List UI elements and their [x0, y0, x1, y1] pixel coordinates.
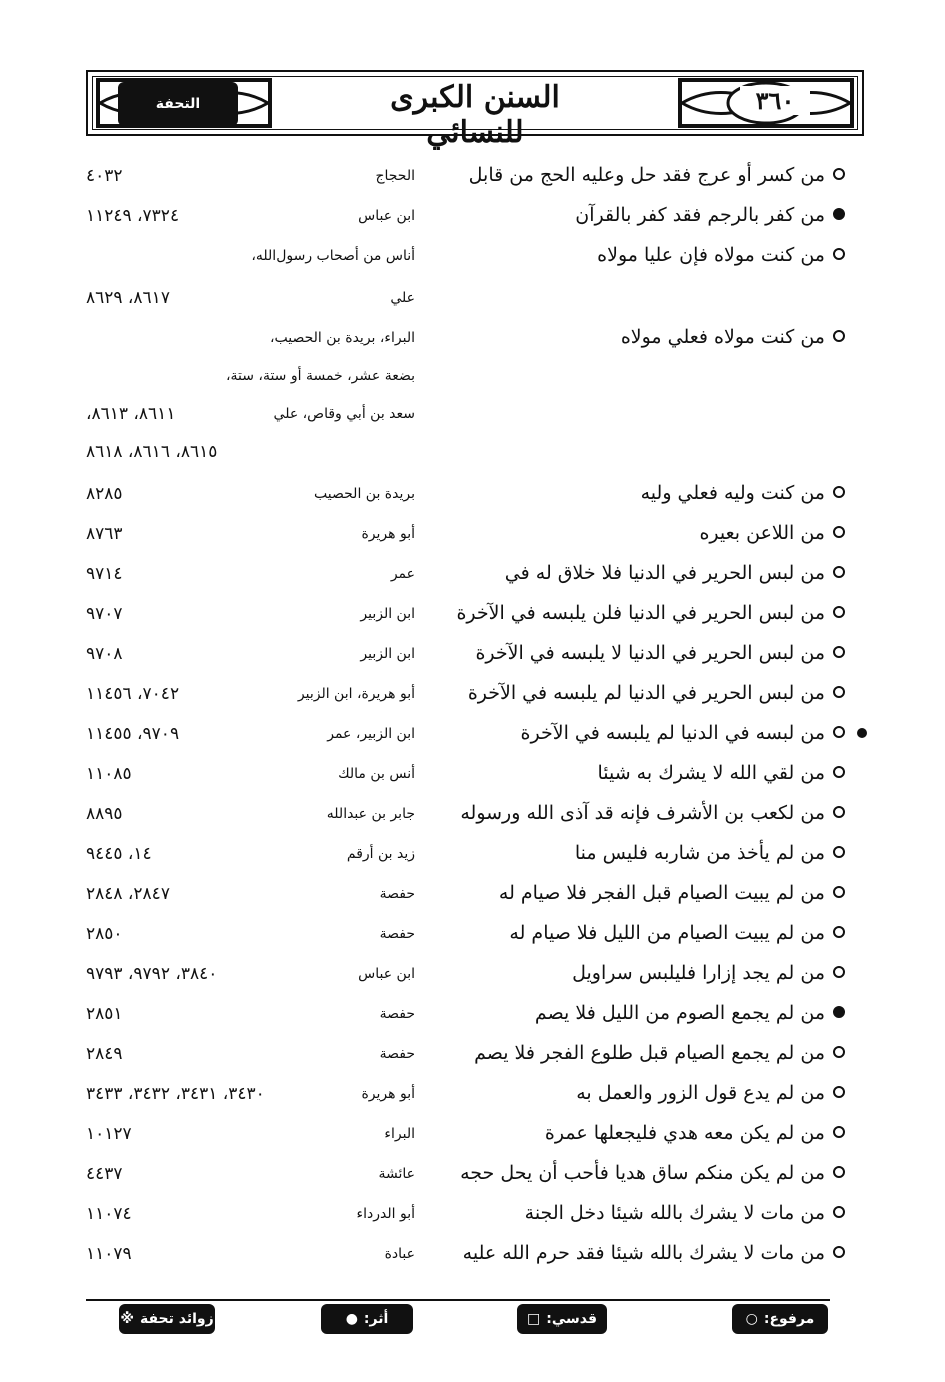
index-row — [0, 996, 945, 1036]
index-row — [0, 434, 945, 474]
narrator-name: جابر بن عبدالله — [326, 806, 415, 822]
hadith-numbers: ٨٦١٧، ٨٦٢٩ — [86, 288, 170, 308]
index-row — [0, 596, 945, 636]
hadith-numbers: ١١٠٧٤ — [86, 1204, 132, 1224]
narrator-name: بريدة بن الحصيب — [314, 486, 415, 502]
hadith-text: من لم يبيت الصيام من الليل فلا صيام له — [509, 922, 825, 944]
hadith-numbers: ٢٨٥١ — [86, 1004, 123, 1024]
hadith-text: من لبس الحرير في الدنيا فلا خلاق له في — [504, 562, 825, 584]
hadith-numbers: ٣٤٣٠، ٣٤٣١، ٣٤٣٢، ٣٤٣٣ — [86, 1084, 265, 1104]
hadith-numbers: ٢٨٥٠ — [86, 924, 123, 944]
footer-rule — [86, 1299, 830, 1301]
open-bullet-icon — [833, 1166, 845, 1178]
index-row — [0, 756, 945, 796]
narrator-name: ابن عباس — [358, 208, 415, 224]
hadith-text: من كسر أو عرج فقد حل وعليه الحج من قابل — [468, 164, 825, 186]
narrator-name: البراء، بريدة بن الحصيب، — [269, 330, 415, 346]
hadith-numbers: ٣٨٤٠، ٩٧٩٢، ٩٧٩٣ — [86, 964, 218, 984]
narrator-name: أناس من أصحاب رسول‌الله، — [251, 248, 415, 264]
open-bullet-icon — [833, 766, 845, 778]
hadith-numbers: ٤٤٣٧ — [86, 1164, 123, 1184]
index-row — [0, 358, 945, 398]
open-bullet-icon — [833, 1246, 845, 1258]
open-bullet-icon — [833, 330, 845, 342]
index-row — [0, 1196, 945, 1236]
legend-label: زوائد تحفة — [139, 1311, 214, 1327]
legend-label: قدسي: — [546, 1311, 598, 1327]
filled-dot-icon — [857, 728, 867, 738]
page-header — [86, 70, 864, 150]
legend-item — [321, 1304, 413, 1334]
open-bullet-icon — [833, 1206, 845, 1218]
narrator-name: حفصة — [379, 1046, 415, 1062]
legend-item — [119, 1304, 215, 1334]
index-row — [0, 1036, 945, 1076]
narrator-name: ابن الزبير — [360, 646, 415, 662]
tuhfa-seal: التحفة — [118, 82, 238, 126]
hadith-text: من لبس الحرير في الدنيا لم يلبسه في الآخرة — [467, 682, 825, 704]
legend-symbol-icon: ● — [345, 1311, 358, 1327]
open-bullet-icon — [833, 486, 845, 498]
hadith-numbers: ٩٧٠٨ — [86, 644, 123, 664]
narrator-name: ابن الزبير — [360, 606, 415, 622]
open-bullet-icon — [833, 1046, 845, 1058]
index-row — [0, 198, 945, 238]
hadith-text: من لم يبيت الصيام قبل الفجر فلا صيام له — [498, 882, 825, 904]
open-bullet-icon — [833, 646, 845, 658]
open-bullet-icon — [833, 566, 845, 578]
index-row — [0, 1116, 945, 1156]
hadith-text: من كنت مولاه فإن عليا مولاه — [597, 244, 825, 266]
hadith-text: من لم يأخذ من شاربه فليس منا — [574, 842, 825, 864]
index-row — [0, 956, 945, 996]
legend-symbol-icon: ○ — [745, 1311, 758, 1327]
index-row — [0, 1236, 945, 1276]
hadith-numbers: ٧٠٤٢، ١١٤٥٦ — [86, 684, 180, 704]
narrator-name: أبو الدرداء — [356, 1206, 415, 1222]
hadith-numbers: ٩٧١٤ — [86, 564, 123, 584]
page-number: ٣٦٠ — [740, 86, 810, 115]
open-bullet-icon — [833, 886, 845, 898]
hadith-numbers: ١٤، ٩٤٤٥ — [86, 844, 152, 864]
hadith-text: من كفر بالرجم فقد كفر بالقرآن — [575, 204, 825, 226]
index-row — [0, 1156, 945, 1196]
hadith-text: من لم يجد إزارا فليلبس سراويل — [572, 962, 825, 984]
legend-symbol-icon: □ — [526, 1311, 541, 1327]
narrator-name: حفصة — [379, 886, 415, 902]
legend-item — [517, 1304, 607, 1334]
index-row — [0, 796, 945, 836]
index-row — [0, 556, 945, 596]
hadith-numbers: ٨٢٨٥ — [86, 484, 123, 504]
hadith-text: من لم يدع قول الزور والعمل به — [576, 1082, 825, 1104]
filled-bullet-icon — [833, 208, 845, 220]
index-row — [0, 636, 945, 676]
hadith-text: من لكعب بن الأشرف فإنه قد آذى الله ورسوله — [460, 802, 825, 824]
hadith-numbers: ٨٨٩٥ — [86, 804, 123, 824]
hadith-numbers: ١١٠٧٩ — [86, 1244, 132, 1264]
narrator-name: حفصة — [379, 1006, 415, 1022]
hadith-numbers: ١٠١٢٧ — [86, 1124, 132, 1144]
narrator-name: أبو هريرة، ابن الزبير — [297, 686, 415, 702]
hadith-numbers: ١١٠٨٥ — [86, 764, 132, 784]
hadith-numbers: ٢٨٤٩ — [86, 1044, 123, 1064]
hadith-text: من لبس الحرير في الدنيا لا يلبسه في الآخرة — [475, 642, 825, 664]
open-bullet-icon — [833, 726, 845, 738]
narrator-name: علي — [390, 290, 415, 306]
narrator-name: عمر — [390, 566, 415, 582]
hadith-text: من مات لا يشرك بالله شيئا فقد حرم الله عليه — [462, 1242, 825, 1264]
filled-bullet-icon — [833, 1006, 845, 1018]
index-row — [0, 836, 945, 876]
hadith-text: من مات لا يشرك بالله شيئا دخل الجنة — [524, 1202, 825, 1224]
hadith-numbers: ٩٧٠٩، ١١٤٥٥ — [86, 724, 180, 744]
hadith-text: من لم يكن منكم ساق هديا فأحب أن يحل حجه — [460, 1162, 825, 1184]
index-row — [0, 238, 945, 278]
index-row — [0, 516, 945, 556]
book-title: السنن الكبرى للنسائي — [390, 80, 560, 150]
narrator-name: أبو هريرة — [361, 1086, 415, 1102]
narrator-name: زيد بن أرقم — [346, 846, 415, 862]
hadith-numbers: ٧٣٢٤، ١١٢٤٩ — [86, 206, 180, 226]
index-row — [0, 876, 945, 916]
open-bullet-icon — [833, 1126, 845, 1138]
open-bullet-icon — [833, 248, 845, 260]
narrator-name: حفصة — [379, 926, 415, 942]
narrator-name: أبو هريرة — [361, 526, 415, 542]
open-bullet-icon — [833, 1086, 845, 1098]
hadith-text: من لم يجمع الصيام قبل طلوع الفجر فلا يصم — [474, 1042, 825, 1064]
legend-label: مرفوع: — [763, 1311, 815, 1327]
hadith-text: من لم يكن معه هدي فليجعلها عمرة — [544, 1122, 825, 1144]
index-row — [0, 320, 945, 360]
legend-symbol-icon: ※ — [120, 1311, 134, 1327]
index-row — [0, 476, 945, 516]
hadith-text: من اللاعن بعيره — [699, 522, 825, 544]
narrator-name: الحجاج — [375, 168, 415, 184]
hadith-text: من لم يجمع الصوم من الليل فلا يصم — [534, 1002, 825, 1024]
open-bullet-icon — [833, 606, 845, 618]
open-bullet-icon — [833, 526, 845, 538]
open-bullet-icon — [833, 168, 845, 180]
index-row — [0, 1076, 945, 1116]
hadith-numbers: ٨٦١٥، ٨٦١٦، ٨٦١٨ — [86, 442, 218, 462]
hadith-numbers: ٤٠٣٢ — [86, 166, 123, 186]
hadith-text: من كنت مولاه فعلي مولاه — [620, 326, 825, 348]
legend-item — [732, 1304, 828, 1334]
index-row — [0, 716, 945, 756]
narrator-name: أنس بن مالك — [338, 766, 415, 782]
narrator-name: عبادة — [384, 1246, 415, 1262]
open-bullet-icon — [833, 966, 845, 978]
index-row — [0, 280, 945, 320]
hadith-numbers: ٨٧٦٣ — [86, 524, 123, 544]
open-bullet-icon — [833, 926, 845, 938]
narrator-name: ابن الزبير، عمر — [327, 726, 415, 742]
narrator-name: سعد بن أبي وقاص، علي — [273, 406, 415, 422]
hadith-text: من لقي الله لا يشرك به شيئا — [597, 762, 825, 784]
narrator-name: عائشة — [378, 1166, 415, 1182]
index-row — [0, 158, 945, 198]
hadith-numbers: ٨٦١١، ٨٦١٣، — [86, 404, 176, 424]
open-bullet-icon — [833, 846, 845, 858]
narrator-name: البراء — [384, 1126, 415, 1142]
hadith-numbers: ٩٧٠٧ — [86, 604, 123, 624]
index-row — [0, 396, 945, 436]
hadith-numbers: ٢٨٤٧، ٢٨٤٨ — [86, 884, 170, 904]
hadith-text: من لبس الحرير في الدنيا فلن يلبسه في الآخرة — [456, 602, 825, 624]
open-bullet-icon — [833, 686, 845, 698]
hadith-text: من لبسه في الدنيا لم يلبسه في الآخرة — [520, 722, 825, 744]
narrator-name: بضعة عشر، خمسة أو ستة، ستة، — [226, 368, 415, 384]
narrator-name: ابن عباس — [358, 966, 415, 982]
index-row — [0, 676, 945, 716]
index-row — [0, 916, 945, 956]
open-bullet-icon — [833, 806, 845, 818]
legend-label: أثر: — [363, 1311, 389, 1327]
hadith-text: من كنت وليه فعلي وليه — [640, 482, 825, 504]
